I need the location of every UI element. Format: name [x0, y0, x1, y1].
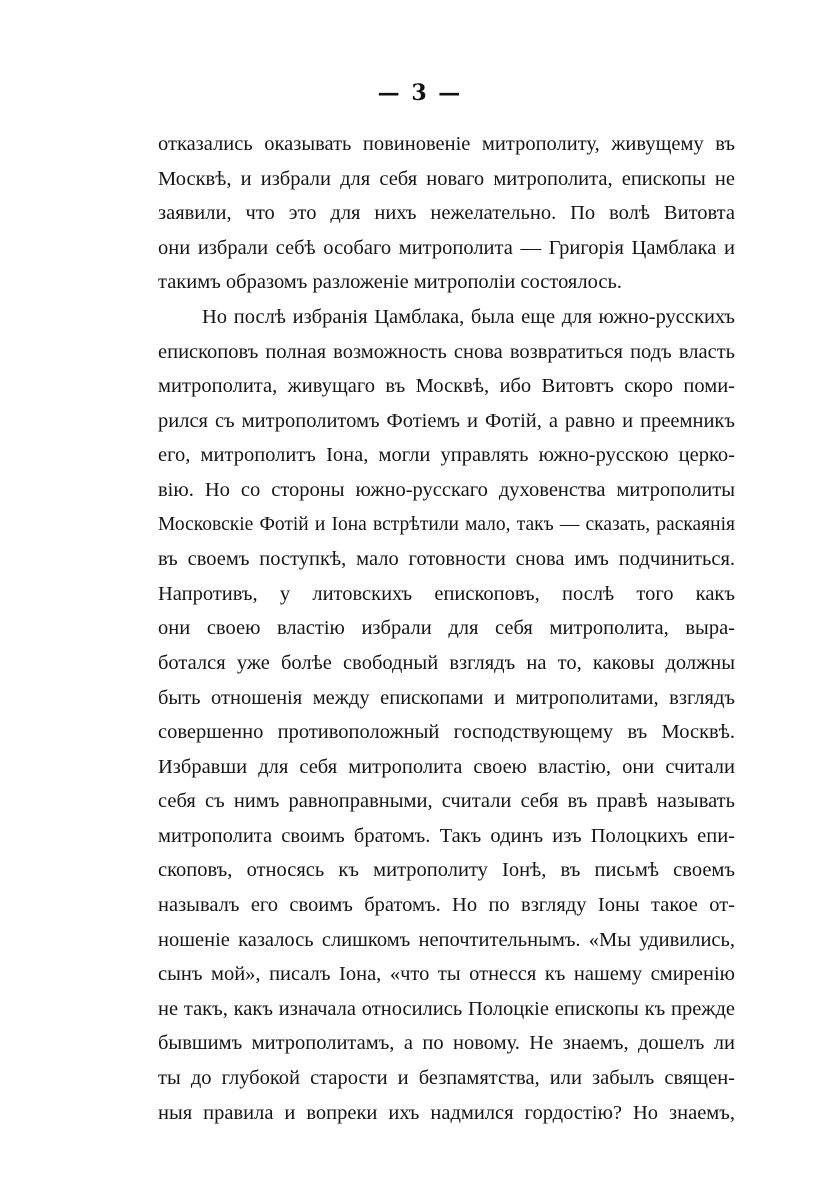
text-line: они избрали себѣ особаго митрополита — Григорія Цамблака и	[158, 236, 735, 259]
text-line: Но послѣ избранія Цамблака, была еще для южно-русскихъ	[202, 305, 735, 328]
text-line: не такъ, какъ изначала относились Полоцкіе епископы къ прежде	[158, 997, 735, 1020]
text-line: митрополита своимъ братомъ. Такъ одинъ изъ Полоцкихъ епи-	[158, 824, 735, 847]
text-line: сынъ мой», писалъ Іона, «что ты отнесся къ нашему смиренію	[158, 963, 735, 986]
text-line: Избравши для себя митрополита своею властію, они считали	[158, 755, 735, 778]
text-line: ныя правила и вопреки ихъ надмился гордостію? Но знаемъ,	[158, 1101, 735, 1124]
text-line: быть отношенія между епископами и митрополитами, взглядъ	[158, 686, 735, 709]
text-line: такимъ образомъ разложеніе митрополіи состоялось.	[158, 271, 622, 294]
text-line: ношеніе казалось слишкомъ непочтительнымъ. «Мы удивились,	[158, 928, 735, 951]
text-line: въ своемъ поступкѣ, мало готовности снова имъ подчиниться.	[158, 548, 735, 571]
page-number: — 3 —	[377, 80, 463, 106]
body-text	[158, 127, 735, 1130]
text-line: скоповъ, относясь къ митрополиту Іонѣ, въ письмѣ своемъ	[158, 859, 735, 882]
text-line: епископовъ полная возможность снова возвратиться подъ власть	[158, 340, 735, 363]
text-line: ты до глубокой старости и безпамятства, или забылъ священ-	[158, 1067, 735, 1090]
text-line: рился съ митрополитомъ Фотіемъ и Фотій, а равно и преемникъ	[158, 409, 735, 432]
text-line: совершенно противоположный господствующему въ Москвѣ.	[158, 721, 735, 744]
text-line: ботался уже болѣе свободный взглядъ на то, каковы должны	[158, 651, 735, 674]
text-line: себя съ нимъ равноправными, считали себя въ правѣ называть	[158, 790, 735, 813]
text-line: митрополита, живущаго въ Москвѣ, ибо Витовтъ скоро поми-	[158, 375, 735, 398]
text-line: вію. Но со стороны южно-русскаго духовенства митрополиты	[158, 478, 735, 501]
text-line: они своею властію избрали для себя митрополита, выра-	[158, 617, 735, 640]
text-line: отказались оказывать повиновеніе митрополиту, живущему въ	[158, 133, 735, 155]
text-line: заявили, что это для нихъ нежелательно. По волѣ Витовта	[158, 202, 735, 225]
text-line: Напротивъ, у литовскихъ епископовъ, послѣ того какъ	[158, 582, 735, 605]
text-line: Московскіе Фотій и Іона встрѣтили мало, такъ — сказать, раскаянія	[158, 513, 735, 535]
text-line: его, митрополитъ Іона, могли управлять южно-русскою церко-	[158, 444, 735, 467]
text-line: называлъ его своимъ братомъ. Но по взгляду Іоны такое от-	[158, 894, 735, 917]
text-line: бывшимъ митрополитамъ, а по новому. Не знаемъ, дошелъ ли	[158, 1032, 735, 1055]
text-line: Москвѣ, и избрали для себя новаго митрополита, епископы не	[158, 167, 735, 190]
